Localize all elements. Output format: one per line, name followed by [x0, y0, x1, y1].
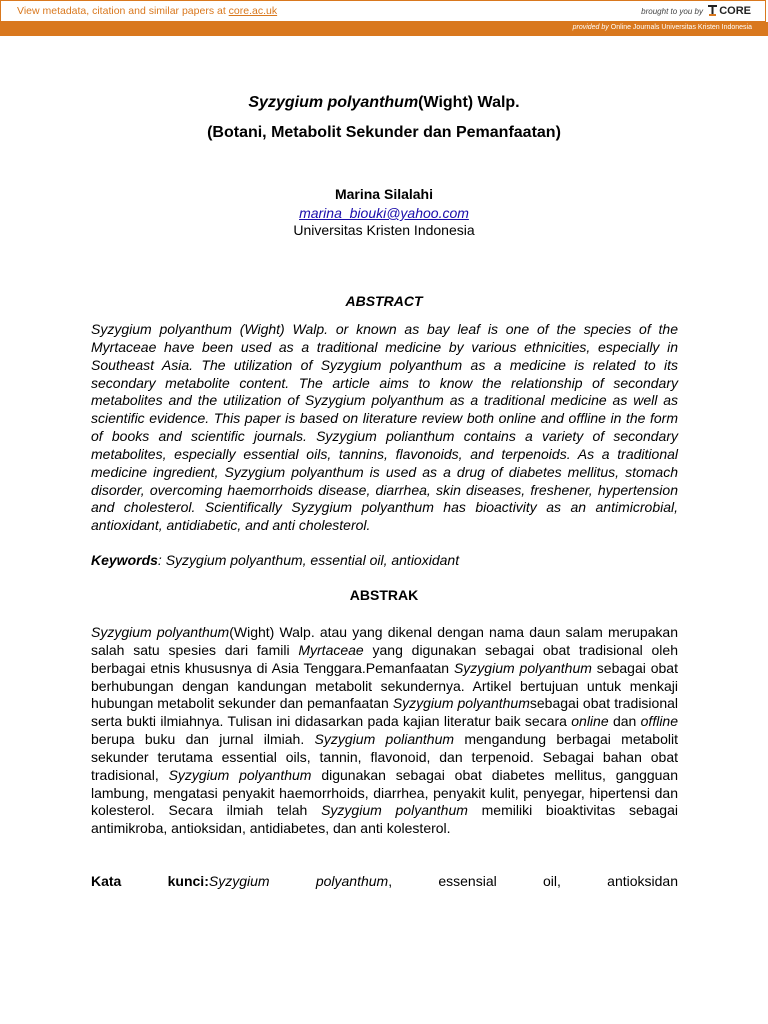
abstrak-part: offline: [640, 713, 678, 730]
author-name: Marina Silalahi: [334, 186, 434, 202]
brought-by: [641, 5, 751, 17]
author-affiliation: Universitas Kristen Indonesia: [293, 222, 475, 238]
abstrak-part: sebagai obat tradisional serta bukti ilmiahnya. Tulisan ini didasarkan pada kajian literatur baik secara: [91, 695, 679, 730]
title-citation: (Wight) Walp.: [418, 94, 520, 111]
keywords: [91, 552, 678, 568]
abstrak-part: online: [571, 713, 609, 730]
abstrak-part: Syzygium polyanthum: [453, 659, 592, 676]
abstrak-part: Syzygium polianthum: [314, 731, 455, 748]
abstrak-text: [91, 624, 678, 838]
kata-kunci-term: ,: [388, 873, 393, 889]
kata-kunci-label-1: Kata: [91, 873, 122, 889]
kata-kunci-group: [168, 873, 270, 889]
kata-kunci-term: antioksidan: [607, 873, 678, 889]
author-email-link[interactable]: marina_biouki@yahoo.com: [299, 205, 469, 221]
keywords-list: : Syzygium polyanthum, essential oil, antioxidant: [157, 552, 460, 568]
kata-kunci-term: oil,: [543, 873, 561, 889]
keywords-label: Keywords: [91, 552, 158, 568]
core-banner: [0, 0, 766, 22]
abstrak-part: (Wight) Walp. atau yang dikenal dengan nama daun salam merupakan salah satu spesies dari famili: [91, 624, 679, 658]
abstrak-part: Myrtaceae: [298, 641, 364, 658]
abstrak-part: memiliki bioaktivitas sebagai antimikroba, antioksidan, antidiabetes, dan anti kolesterol.: [91, 802, 678, 837]
paper-title: [0, 94, 768, 112]
core-logo-text: CORE: [719, 5, 751, 17]
abstrak-part: Syzygium polyanthum: [91, 624, 230, 640]
abstrak-part: dan: [608, 713, 641, 730]
kata-kunci-term: Syzygium: [208, 873, 270, 889]
provided-by-source: Online Journals Universitas Kristen Indonesia: [610, 24, 752, 31]
abstrak-part: sebagai obat berhubungan dengan kandungan metabolit sekundernya. Artikel bertujuan untuk menkaji hubungan metabolit sekunder dan pemanfaatan: [91, 659, 678, 712]
kata-kunci-term: essensial: [438, 873, 497, 889]
abstrak-heading: ABSTRAK: [349, 587, 419, 603]
kata-kunci-term: polyanthum: [315, 873, 389, 889]
abstrak-part: digunakan sebagai obat diabetes mellitus, gangguan lambung, mengatasi penyakit haemorrhoids, diarrhea, penyakit kulit, penyegar, hipertensi dan kolesterol. Secara ilmiah telah: [91, 766, 679, 819]
abstrak-part: yang digunakan sebagai obat tradisional oleh berbagai etnis khususnya di Asia Tenggara.Pemanfaatan: [91, 641, 678, 676]
abstrak-part: mengandung berbagai metabolit sekunder terutama essential oils, tannin, flavonoid, dan terpenoid. Sebagai bahan obat tradisional,: [91, 731, 678, 783]
abstrak-part: Syzygium polyanthum: [168, 766, 312, 783]
abstrak-part: Syzygium polyanthum: [392, 695, 530, 712]
abstract-heading: ABSTRACT: [345, 293, 423, 309]
kata-kunci-group: [316, 873, 392, 889]
brought-by-text: brought to you by: [641, 7, 703, 16]
paper-subtitle: (Botani, Metabolit Sekunder dan Pemanfaatan): [207, 124, 561, 141]
provided-by-bar: [0, 22, 768, 36]
core-metadata-prefix: View metadata, citation and similar papers at: [17, 5, 229, 17]
abstrak-part: Syzygium polyanthum: [321, 802, 468, 819]
kata-kunci-label-2: kunci:: [167, 873, 209, 889]
core-link[interactable]: core.ac.uk: [228, 5, 278, 17]
abstract-text: Syzygium polyanthum (Wight) Walp. or known as bay leaf is one of the species of the Myrtaceae have been used as a traditional medicine by various ethnicities, especially in Southeast Asia. The utilization of Syzygium polyanthum as a medicine is related to its secondary metabolite content. The article aims to know the relationship of secondary metabolites and the utilization of Syzygium polyanthum as a traditional medicine as well as scientific evidence. This paper is based on literature review both online and offline in the form of books and scientific journals. Syzygium polianthum contains a variety of secondary metabolites, especially essential oils, tannins, flavonoids, and terpenoids. As a traditional medicine ingredient, Syzygium polyanthum is used as a drug of diabetes mellitus, stomach disorder, overcoming haemorrhoids disease, diarrhea, skin diseases, freshener, hypertension and cholesterol. Scientifically Syzygium polyanthum has bioactivity as an antimicrobial, antioxidant, antidiabetic, and anti cholesterol.: [91, 321, 678, 534]
core-metadata-text: [17, 5, 277, 17]
provided-by-text: [573, 24, 752, 31]
author-email: [0, 205, 768, 221]
kata-kunci: [91, 873, 678, 889]
provided-by-prefix: provided by: [572, 24, 609, 31]
title-species: Syzygium polyanthum: [248, 94, 419, 111]
core-logo-icon: [708, 5, 717, 16]
abstrak-part: berupa buku dan jurnal ilmiah.: [91, 731, 315, 748]
